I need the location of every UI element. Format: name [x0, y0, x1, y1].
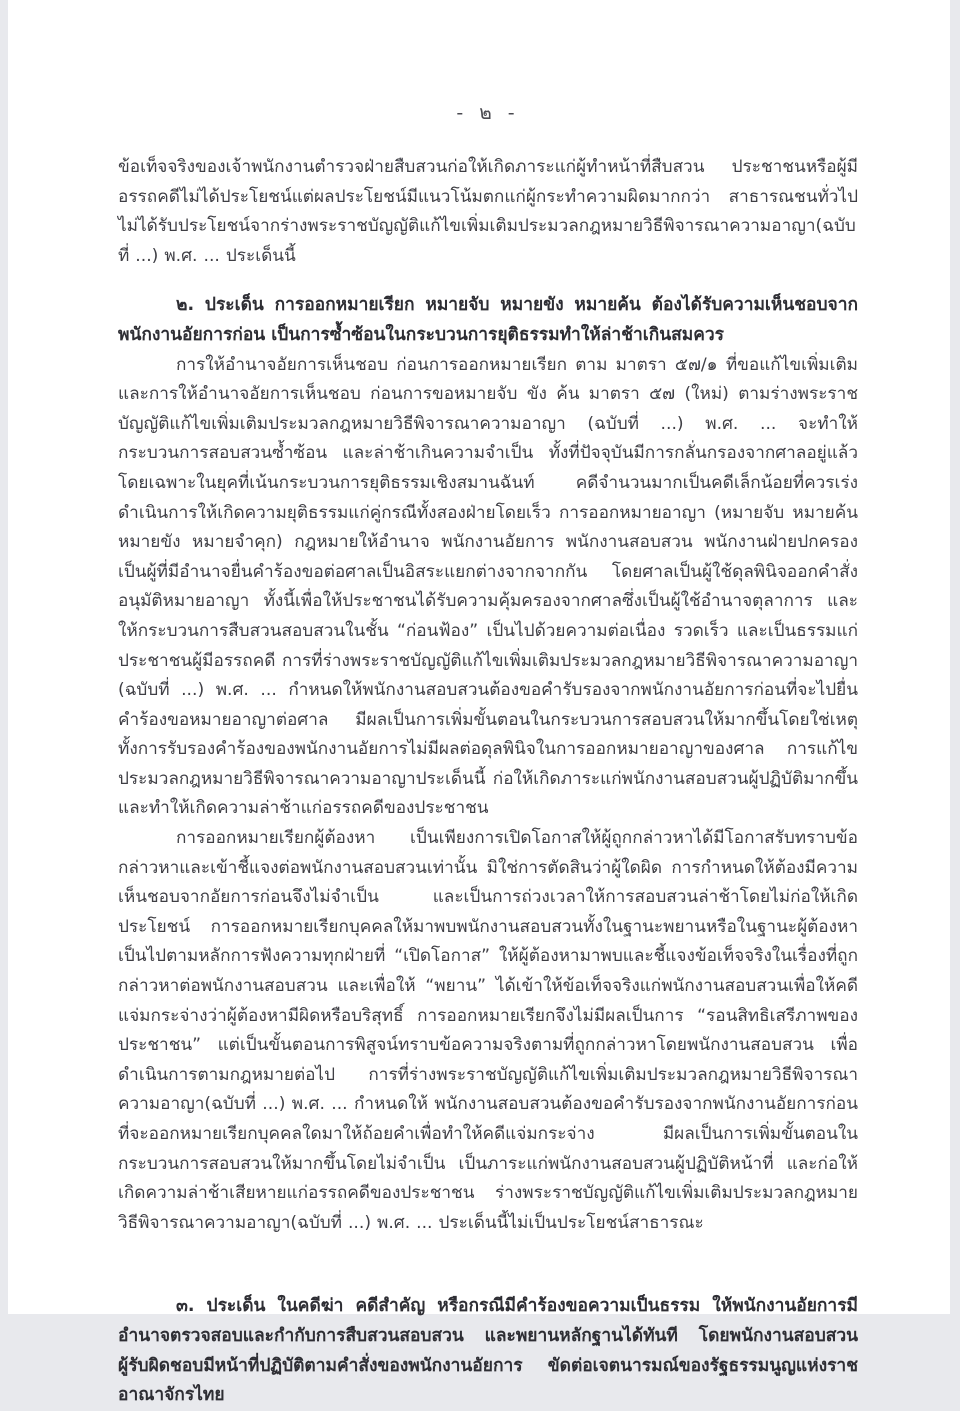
page-number: - ๒ - [456, 102, 520, 124]
paragraph-spacer [118, 271, 858, 291]
page-content-area [118, 0, 858, 1411]
section-2-paragraph-2: การออกหมายเรียกผู้ต้องหา เป็นเพียงการเปิดโอกาสให้ผู้ถูกกล่าวหาได้มีโอกาสรับทราบข้อกล่าวหาและเข้าชี้แจงต่อพนักงานสอบสวนเท่านั้น มิใช่การตัดสินว่าผู้ใดผิด การกำหนดให้ต้องมีความเห็นชอบจากอัยการก่อนจึงไม่จำเป็น และเป็นการถ่วงเวลาให้การสอบสวนล่าช้าโดยไม่ก่อให้เกิดประโยชน์ การออกหมายเรียกบุคคลให้มาพบพนักงานสอบสวนทั้งในฐานะพยานหรือในฐานะผู้ต้องหาเป็นไปตามหลักการฟังความทุกฝ่ายที่ “เปิดโอกาส” ให้ผู้ต้องหามาพบและชี้แจงข้อเท็จจริงในเรื่องที่ถูกกล่าวหาต่อพนักงานสอบสวน และเพื่อให้ “พยาน” ได้เข้าให้ข้อเท็จจริงแก่พนักงานสอบสวนเพื่อให้คดีแจ่มกระจ่างว่าผู้ต้องหามีผิดหรือบริสุทธิ์ การออกหมายเรียกจึงไม่มีผลเป็นการ “รอนสิทธิเสรีภาพของประชาชน” แต่เป็นขั้นตอนการพิสูจน์ทราบข้อความจริงตามที่ถูกกล่าวหาโดยพนักงานสอบสวน เพื่อดำเนินการตามกฎหมายต่อไป การที่ร่างพระราชบัญญัติแก้ไขเพิ่มเติมประมวลกฎหมายวิธีพิจารณาความอาญา(ฉบับที่ ...) พ.ศ. ... กำหนดให้ พนักงานสอบสวนต้องขอคำรับรองจากพนักงานอัยการก่อนที่จะออกหมายเรียกบุคคลใดมาให้ถ้อยคำเพื่อทำให้คดีแจ่มกระจ่าง มีผลเป็นการเพิ่มขั้นตอนในกระบวนการสอบสวนให้มากขึ้นโดยไม่จำเป็น เป็นภาระแก่พนักงานสอบสวนผู้ปฏิบัติหน้าที่ และก่อให้เกิดความล่าช้าเสียหายแก่อรรถคดีของประชาชน ร่างพระราชบัญญัติแก้ไขเพิ่มเติมประมวลกฎหมายวิธีพิจารณาความอาญา(ฉบับที่ ...) พ.ศ. ... ประเด็นนี้ไม่เป็นประโยชน์สาธารณะ [118, 828, 858, 1233]
section-spacer [118, 1238, 858, 1292]
section-3-heading: ๓. ประเด็น ในคดีฆ่า คดีสำคัญ หรือกรณีมีคำร้องขอความเป็นธรรม ให้พนักงานอัยการมีอำนาจตรวจสอบและกำกับการสืบสวนสอบสวน และพยานหลักฐานได้ทันที โดยพนักงานสอบสวนผู้รับผิดชอบมีหน้าที่ปฏิบัติตามคำสั่งของพนักงานอัยการ ขัดต่อเจตนารมณ์ของรัฐธรรมนูญแห่งราชอาณาจักรไทย [118, 1296, 858, 1406]
section-2-paragraph-1: การให้อำนาจอัยการเห็นชอบ ก่อนการออกหมายเรียก ตาม มาตรา ๕๗/๑ ที่ขอแก้ไขเพิ่มเติม และการให้อำนาจอัยการเห็นชอบ ก่อนการขอหมายจับ ขัง ค้น มาตรา ๕๗ (ใหม่) ตามร่างพระราชบัญญัติแก้ไขเพิ่มเติมประมวลกฎหมายวิธีพิจารณาความอาญา (ฉบับที่ ...) พ.ศ. ... จะทำให้กระบวนการสอบสวนซ้ำซ้อน และล่าช้าเกินความจำเป็น ทั้งที่ปัจจุบันมีการกลั่นกรองจากศาลอยู่แล้ว โดยเฉพาะในยุคที่เน้นกระบวนการยุติธรรมเชิงสมานฉันท์ คดีจำนวนมากเป็นคดีเล็กน้อยที่ควรเร่งดำเนินการให้เกิดความยุติธรรมแก่คู่กรณีทั้งสองฝ่ายโดยเร็ว การออกหมายอาญา (หมายจับ หมายค้น หมายขัง หมายจำคุก) กฎหมายให้อำนาจ พนักงานอัยการ พนักงานสอบสวน พนักงานฝ่ายปกครอง เป็นผู้ที่มีอำนาจยื่นคำร้องขอต่อศาลเป็นอิสระแยกต่างจากจากกัน โดยศาลเป็นผู้ใช้ดุลพินิจออกคำสั่งอนุมัติหมายอาญา ทั้งนี้เพื่อให้ประชาชนได้รับความคุ้มครองจากศาลซึ่งเป็นผู้ใช้อำนาจตุลาการ และให้กระบวนการสืบสวนสอบสวนในชั้น “ก่อนฟ้อง” เป็นไปด้วยความต่อเนื่อง รวดเร็ว และเป็นธรรมแก่ประชาชนผู้มีอรรถคดี การที่ร่างพระราชบัญญัติแก้ไขเพิ่มเติมประมวลกฎหมายวิธีพิจารณาความอาญา (ฉบับที่ ...) พ.ศ. ... กำหนดให้พนักงานสอบสวนต้องขอคำรับรองจากพนักงานอัยการก่อนที่จะไปยื่นคำร้องขอหมายอาญาต่อศาล มีผลเป็นการเพิ่มขั้นตอนในกระบวนการสอบสวนให้มากขึ้นโดยใช่เหตุ ทั้งการรับรองคำร้องของพนักงานอัยการไม่มีผลต่อดุลพินิจในการออกหมายอาญาของศาล การแก้ไขประมวลกฎหมายวิธีพิจารณาความอาญาประเด็นนี้ ก่อให้เกิดภาระแก่พนักงานสอบสวนผู้ปฏิบัติมากขึ้น และทำให้เกิดความล่าช้าแก่อรรถคดีของประชาชน [118, 354, 858, 819]
section-2-heading: ๒. ประเด็น การออกหมายเรียก หมายจับ หมายขัง หมายค้น ต้องได้รับความเห็นชอบจากพนักงานอัยการก่อน เป็นการซ้ำซ้อนในกระบวนการยุติธรรมทำให้ล่าช้าเกินสมควร [118, 295, 858, 345]
intro-paragraph: ข้อเท็จจริงของเจ้าพนักงานตำรวจฝ่ายสืบสวนก่อให้เกิดภาระแก่ผู้ทำหน้าที่สืบสวน ประชาชนหรือผู้มีอรรถคดีไม่ได้ประโยชน์แต่ผลประโยชน์มีแนวโน้มตกแก่ผู้กระทำความผิดมากกว่า สาธารณชนทั่วไปไม่ได้รับประโยชน์จากร่างพระราชบัญญัติแก้ไขเพิ่มเติมประมวลกฎหมายวิธีพิจารณาความอาญา(ฉบับที่ ...) พ.ศ. ... ประเด็นนี้ [118, 157, 858, 266]
document-page [8, 0, 950, 1406]
document-body [118, 153, 858, 1411]
